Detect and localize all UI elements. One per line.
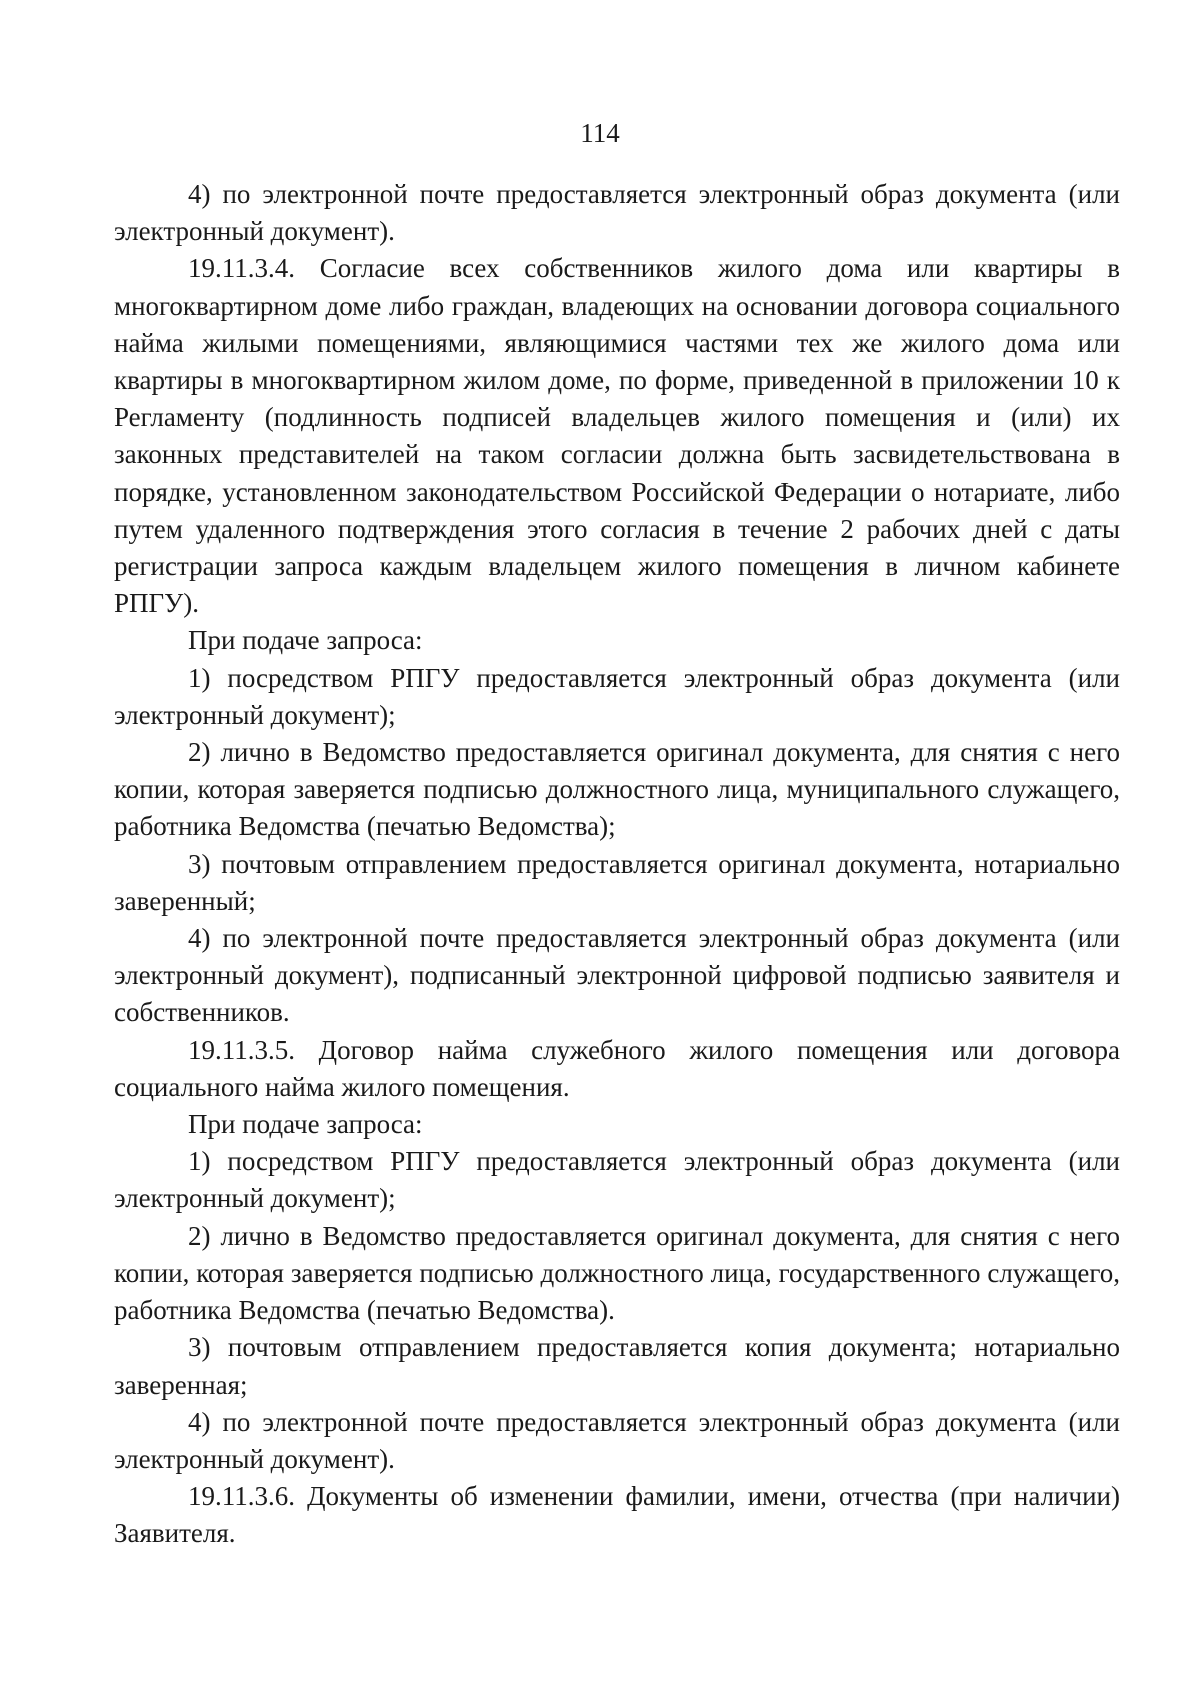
paragraph-item-4-email: 4) по электронной почте предоставляется электронный образ документа (или электронный документ). [114,179,1120,247]
paragraph-submission-intro-2: При подаче запроса: [188,1109,423,1140]
paragraph-item-1-rpgu: 1) посредством РПГУ предоставляется электронный образ документа (или электронный документ); [114,662,1120,730]
paragraph-19-11-3-6: 19.11.3.6. Документы об изменении фамилии, имени, отчества (при наличии) Заявителя. [114,1481,1120,1549]
paragraph-item-2-in-person: 2) лично в Ведомство предоставляется оригинал документа, для снятия с него копии, которая заверяется подписью должностного лица, муниципального служащего, работника Ведомства (печатью Ведомства); [114,737,1120,842]
paragraph-item-4-email-2: 4) по электронной почте предоставляется электронный образ документа (или электронный документ). [114,1406,1120,1474]
paragraph-item-2-in-person-2: 2) лично в Ведомство предоставляется оригинал документа, для снятия с него копии, которая заверяется подписью должностного лица, государственного служащего, работника Ведомства (печатью Ведомства). [114,1220,1120,1326]
paragraph-item-3-post-2: 3) почтовым отправлением предоставляется копия документа; нотариально заверенная; [114,1332,1120,1400]
page-number: 114 [580,118,620,148]
paragraph-item-4-email-signed: 4) по электронной почте предоставляется электронный образ документа (или электронный документ), подписанный электронной цифровой подписью заявителя и собственников. [114,923,1120,1028]
paragraph-item-3-post: 3) почтовым отправлением предоставляется оригинал документа, нотариально заверенный; [114,848,1120,916]
paragraph-submission-intro: При подаче запроса: [188,625,423,656]
paragraph-19-11-3-4: 19.11.3.4. Согласие всех собственников жилого дома или квартиры в многоквартирном доме либо граждан, владеющих на основании договора социального найма жилыми помещениями, являющимися частями тех же жилого дома или квартиры в многоквартирном жилом доме, по форме, приведенной в приложении 10 к Регламенту (подлинность подписей владельцев жилого помещения и (или) их законных представителей на таком согласии должна быть засвидетельствована в порядке, установленном законодательством Российской Федерации о нотариате, либо путем удаленного подтверждения этого согласия в течение 2 рабочих дней с даты регистрации запроса каждым владельцем жилого помещения в личном кабинете РПГУ). [114,253,1120,619]
paragraph-19-11-3-5: 19.11.3.5. Договор найма служебного жилого помещения или договора социального найма жилого помещения. [114,1034,1120,1102]
document-body [114,176,1120,1553]
paragraph-item-1-rpgu-2: 1) посредством РПГУ предоставляется электронный образ документа (или электронный документ); [114,1146,1120,1214]
